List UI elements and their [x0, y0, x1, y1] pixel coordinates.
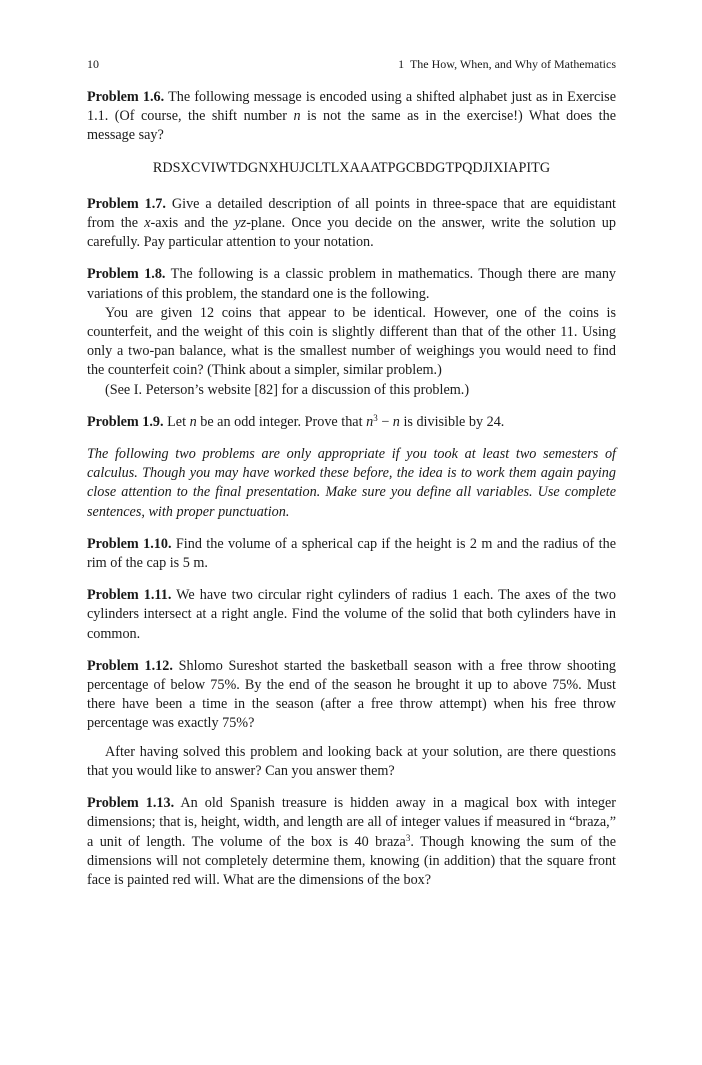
problem-1-9: Problem 1.9. Let n be an odd integer. Prove that $n^3 - n$ is divisible by 24.	[87, 412, 505, 430]
problem-1-8-coins: You are given 12 coins that appear to be identical. However, one of the coins is counterfeit, and the weight of this coin is slightly different than that of the other 11. Using only a two-pan balance, what is the smallest number of weighings you would need to find the counterfeit coin? (Think about a simpler, similar problem.)	[87, 304, 616, 379]
problem-title: Problem 1.13.	[87, 795, 175, 812]
problem-1-8-reference: (See I. Peterson’s website [82] for a discussion of this problem.)	[105, 381, 470, 398]
problem-1-6: Problem 1.6. The following message is encoded using a shifted alphabet just as in Exercise 1.1. (Of course, the shift number n is not the same as in the exercise!) What does the message say?	[87, 89, 617, 144]
running-head	[87, 56, 616, 72]
problem-title: Problem 1.9.	[87, 413, 164, 430]
page-number: 10	[87, 57, 99, 71]
chapter-title: 1 The How, When, and Why of Mathematics	[398, 57, 616, 71]
cipher-text: RDSXCVIWTDGNXHUJCLTLXAAATPGCBDGTPQDJIXIAPITG	[152, 159, 551, 176]
problem-1-10: Problem 1.10. Find the volume of a spherical cap if the height is 2 m and the radius of the rim of the cap is 5 m.	[87, 535, 616, 572]
problem-title: Problem 1.8.	[87, 266, 166, 283]
problem-1-12: Problem 1.12. Shlomo Sureshot started the basketball season with a free throw shooting percentage of below 75%. By the end of the season he brought it up to above 75%. Must there have been a time in the season (after a free throw attempt) when his free throw percentage was exactly 75%?	[87, 657, 617, 732]
problem-1-11: Problem 1.11. We have two circular right cylinders of radius 1 each. The axes of the two cylinders intersect at a right angle. Find the volume of the solid that both cylinders have in common.	[87, 587, 616, 642]
problem-1-7: Problem 1.7. Give a detailed description of all points in three-space that are equidistant from the x-axis and the yz-plane. Once you decide on the answer, write the solution up carefully. Pay particular attention to your notation.	[87, 195, 616, 251]
problem-title: Problem 1.12.	[87, 657, 173, 674]
problem-title: Problem 1.10.	[87, 535, 172, 552]
problem-title: Problem 1.11.	[87, 587, 172, 604]
problem-1-12-followup: After having solved this problem and looking back at your solution, are there questions that you would like to answer? Can you answer them?	[87, 743, 616, 779]
problem-1-13: Problem 1.13. An old Spanish treasure is hidden away in a magical box with integer dimensions; that is, height, width, and length are all of integer values if measured in “braza,” a unit of length. The volume of the box is 40 braza$^3$. Though knowing the sum of the dimensions will not completely determine them, knowing (in addition) that the square front face is painted red will. What are the dimensions of the box?	[87, 795, 617, 888]
problem-title: Problem 1.6.	[87, 89, 165, 105]
book-page	[87, 56, 616, 890]
problem-title: Problem 1.7.	[87, 195, 166, 212]
problem-1-8: Problem 1.8. The following is a classic problem in mathematics. Though there are many variations of this problem, the standard one is the following.	[87, 266, 617, 302]
calculus-note: The following two problems are only appropriate if you took at least two semesters of calculus. Though you may have worked these before, the idea is to work them again paying close attention to the final presentation. Make sure you define all variables. Use complete sentences, with proper punctuation.	[87, 446, 616, 520]
